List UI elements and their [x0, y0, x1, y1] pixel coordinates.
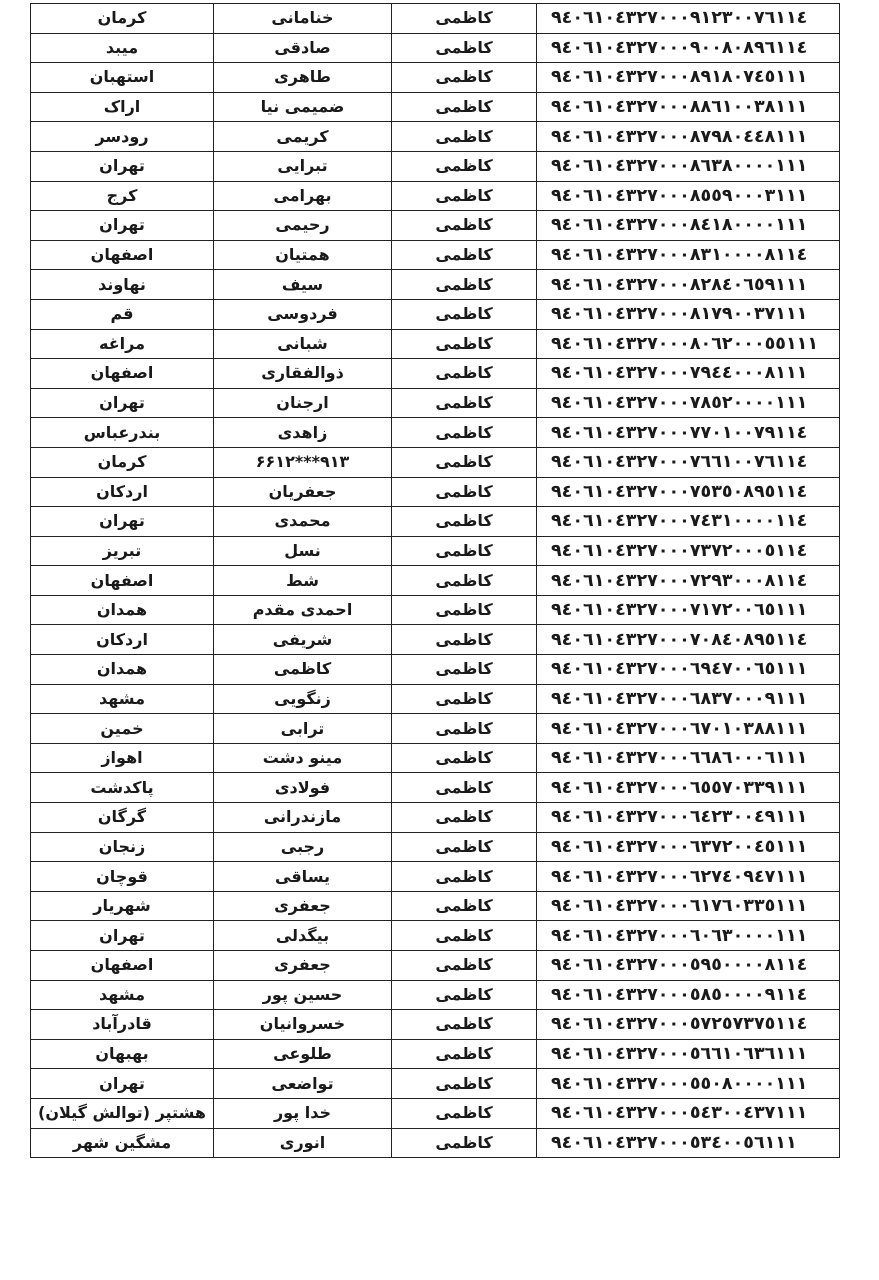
group-cell: کاظمی — [392, 832, 537, 862]
name-cell: طلوعی — [214, 1039, 392, 1069]
name-cell: کریمی — [214, 122, 392, 152]
city-cell: قوچان — [31, 862, 214, 892]
city-cell: اصفهان — [31, 240, 214, 270]
table-row — [31, 299, 840, 329]
name-cell: طاهری — [214, 63, 392, 93]
group-cell: کاظمی — [392, 1098, 537, 1128]
table-row — [31, 655, 840, 685]
city-cell: تهران — [31, 151, 214, 181]
group-cell: کاظمی — [392, 270, 537, 300]
city-cell: تهران — [31, 211, 214, 241]
city-cell: کرمان — [31, 447, 214, 477]
code-cell: ۹٤٠٦١٠٤٣٢٧٠٠٠٥٩٥٠٠٠٠٨١١٤ — [537, 951, 840, 981]
city-cell: تهران — [31, 921, 214, 951]
table-row — [31, 211, 840, 241]
group-cell: کاظمی — [392, 684, 537, 714]
code-cell: ۹٤٠٦١٠٤٣٢٧٠٠٠٧٨٥٢٠٠٠٠١١١ — [537, 388, 840, 418]
table-row — [31, 388, 840, 418]
records-table — [30, 3, 840, 1158]
name-cell: ارجنان — [214, 388, 392, 418]
city-cell: استهبان — [31, 63, 214, 93]
table-row — [31, 921, 840, 951]
name-cell: حسین پور — [214, 980, 392, 1010]
name-cell: نسل — [214, 536, 392, 566]
code-cell: ۹٤٠٦١٠٤٣٢٧٠٠٠٥٤٣٠٠٤٣٧١١١ — [537, 1098, 840, 1128]
city-cell: خمین — [31, 714, 214, 744]
name-cell: جعفری — [214, 891, 392, 921]
code-cell: ۹٤٠٦١٠٤٣٢٧٠٠٠٦٧٠١٠٣٨٨١١١ — [537, 714, 840, 744]
group-cell: کاظمی — [392, 507, 537, 537]
city-cell: تهران — [31, 507, 214, 537]
code-cell: ۹٤٠٦١٠٤٣٢٧٠٠٠٦٨٣٧٠٠٠٩١١١ — [537, 684, 840, 714]
table-row — [31, 270, 840, 300]
table-row — [31, 1069, 840, 1099]
city-cell: مراغه — [31, 329, 214, 359]
city-cell: مشهد — [31, 684, 214, 714]
name-cell: احمدی مقدم — [214, 595, 392, 625]
city-cell: میبد — [31, 33, 214, 63]
table-row — [31, 359, 840, 389]
name-cell: تواضعی — [214, 1069, 392, 1099]
name-cell: شط — [214, 566, 392, 596]
code-cell: ۹٤٠٦١٠٤٣٢٧٠٠٠٨٣١٠٠٠٠٨١١٤ — [537, 240, 840, 270]
city-cell: اراک — [31, 92, 214, 122]
code-cell: ۹٤٠٦١٠٤٣٢٧٠٠٠٧٩٤٤٠٠٠٨١١١ — [537, 359, 840, 389]
code-cell: ۹٤٠٦١٠٤٣٢٧٠٠٠٨٢٨٤٠٦٥٩١١١ — [537, 270, 840, 300]
name-cell: زنگویی — [214, 684, 392, 714]
group-cell: کاظمی — [392, 566, 537, 596]
table-row — [31, 980, 840, 1010]
code-cell: ۹٤٠٦١٠٤٣٢٧٠٠٠٦٠٦٣٠٠٠٠١١١ — [537, 921, 840, 951]
group-cell: کاظمی — [392, 4, 537, 34]
table-row — [31, 151, 840, 181]
group-cell: کاظمی — [392, 980, 537, 1010]
name-cell: بهرامی — [214, 181, 392, 211]
group-cell: کاظمی — [392, 418, 537, 448]
code-cell: ۹٤٠٦١٠٤٣٢٧٠٠٠٥٣٤٠٠٥٦١١١ — [537, 1128, 840, 1158]
city-cell: تبریز — [31, 536, 214, 566]
table-row — [31, 1010, 840, 1040]
table-row — [31, 714, 840, 744]
group-cell: کاظمی — [392, 92, 537, 122]
group-cell: کاظمی — [392, 536, 537, 566]
group-cell: کاظمی — [392, 122, 537, 152]
name-cell: بیگدلی — [214, 921, 392, 951]
table-row — [31, 891, 840, 921]
group-cell: کاظمی — [392, 951, 537, 981]
city-cell: اصفهان — [31, 566, 214, 596]
code-cell: ۹٤٠٦١٠٤٣٢٧٠٠٠٨٤١٨٠٠٠٠١١١ — [537, 211, 840, 241]
name-cell: انوری — [214, 1128, 392, 1158]
group-cell: کاظمی — [392, 743, 537, 773]
group-cell: کاظمی — [392, 211, 537, 241]
city-cell: همدان — [31, 595, 214, 625]
table-row — [31, 122, 840, 152]
group-cell: کاظمی — [392, 447, 537, 477]
name-cell: فردوسی — [214, 299, 392, 329]
city-cell: تهران — [31, 388, 214, 418]
table-row — [31, 1128, 840, 1158]
city-cell: قادرآباد — [31, 1010, 214, 1040]
code-cell: ۹٤٠٦١٠٤٣٢٧٠٠٠٥٨٥٠٠٠٠٩١١٤ — [537, 980, 840, 1010]
code-cell: ۹٤٠٦١٠٤٣٢٧٠٠٠٨٧٩٨٠٤٤٨١١١ — [537, 122, 840, 152]
table-row — [31, 1098, 840, 1128]
table-row — [31, 951, 840, 981]
group-cell: کاظمی — [392, 1039, 537, 1069]
name-cell: محمدی — [214, 507, 392, 537]
name-cell: یساقی — [214, 862, 392, 892]
city-cell: مشهد — [31, 980, 214, 1010]
city-cell: هشتپر (توالش گیلان) — [31, 1098, 214, 1128]
table-row — [31, 536, 840, 566]
code-cell: ۹٤٠٦١٠٤٣٢٧٠٠٠٦٣٧٢٠٠٤٥١١١ — [537, 832, 840, 862]
table-row — [31, 329, 840, 359]
group-cell: کاظمی — [392, 477, 537, 507]
city-cell: شهریار — [31, 891, 214, 921]
city-cell: قم — [31, 299, 214, 329]
group-cell: کاظمی — [392, 329, 537, 359]
table-row — [31, 625, 840, 655]
code-cell: ۹٤٠٦١٠٤٣٢٧٠٠٠٨٦٣٨٠٠٠٠١١١ — [537, 151, 840, 181]
group-cell: کاظمی — [392, 299, 537, 329]
code-cell: ۹٤٠٦١٠٤٣٢٧٠٠٠٨٩١٨٠٧٤٥١١١ — [537, 63, 840, 93]
code-cell: ۹٤٠٦١٠٤٣٢٧٠٠٠٥٧٢٥٧٣٧٥١١٤ — [537, 1010, 840, 1040]
name-cell: کاظمی — [214, 655, 392, 685]
table-row — [31, 418, 840, 448]
group-cell: کاظمی — [392, 655, 537, 685]
code-cell: ۹٤٠٦١٠٤٣٢٧٠٠٠٧١٧٢٠٠٦٥١١١ — [537, 595, 840, 625]
table-row — [31, 595, 840, 625]
name-cell: خنامانی — [214, 4, 392, 34]
code-cell: ۹٤٠٦١٠٤٣٢٧٠٠٠٧٧٠١٠٠٧٩١١٤ — [537, 418, 840, 448]
city-cell: بندرعباس — [31, 418, 214, 448]
city-cell: همدان — [31, 655, 214, 685]
name-cell: خسروانیان — [214, 1010, 392, 1040]
city-cell: کرمان — [31, 4, 214, 34]
table-row — [31, 862, 840, 892]
group-cell: کاظمی — [392, 625, 537, 655]
table-row — [31, 743, 840, 773]
table-row — [31, 566, 840, 596]
code-cell: ۹٤٠٦١٠٤٣٢٧٠٠٠٨٨٦١٠٠٣٨١١١ — [537, 92, 840, 122]
group-cell: کاظمی — [392, 1010, 537, 1040]
code-cell: ۹٤٠٦١٠٤٣٢٧٠٠٠٨٠٦٢٠٠٠٥٥١١١ — [537, 329, 840, 359]
name-cell: زاهدی — [214, 418, 392, 448]
city-cell: پاکدشت — [31, 773, 214, 803]
code-cell: ۹٤٠٦١٠٤٣٢٧٠٠٠٦٩٤٧٠٠٦٥١١١ — [537, 655, 840, 685]
code-cell: ۹٤٠٦١٠٤٣٢٧٠٠٠٦٥٥٧٠٣٣٩١١١ — [537, 773, 840, 803]
name-cell: مازندرانی — [214, 803, 392, 833]
city-cell: اهواز — [31, 743, 214, 773]
name-cell: شریفی — [214, 625, 392, 655]
table-row — [31, 832, 840, 862]
table-row — [31, 477, 840, 507]
code-cell: ۹٤٠٦١٠٤٣٢٧٠٠٠٥٦٦١٠٦٣٦١١١ — [537, 1039, 840, 1069]
table-row — [31, 773, 840, 803]
name-cell: جعفریان — [214, 477, 392, 507]
name-cell: جعفری — [214, 951, 392, 981]
name-cell: خدا پور — [214, 1098, 392, 1128]
group-cell: کاظمی — [392, 151, 537, 181]
table-row — [31, 4, 840, 34]
city-cell: اردکان — [31, 477, 214, 507]
code-cell: ۹٤٠٦١٠٤٣٢٧٠٠٠٧٠٨٤٠٨٩٥١١٤ — [537, 625, 840, 655]
name-cell: تبرایی — [214, 151, 392, 181]
table-row — [31, 33, 840, 63]
name-cell: سیف — [214, 270, 392, 300]
code-cell: ۹٤٠٦١٠٤٣٢٧٠٠٠٧٤٣١٠٠٠٠١١٤ — [537, 507, 840, 537]
code-cell: ۹٤٠٦١٠٤٣٢٧٠٠٠٧٦٦١٠٠٧٦١١٤ — [537, 447, 840, 477]
name-cell: ترابی — [214, 714, 392, 744]
group-cell: کاظمی — [392, 388, 537, 418]
code-cell: ۹٤٠٦١٠٤٣٢٧٠٠٠٥٥٠٨٠٠٠٠١١١ — [537, 1069, 840, 1099]
code-cell: ۹٤٠٦١٠٤٣٢٧٠٠٠٩١٢٣٠٠٧٦١١٤ — [537, 4, 840, 34]
group-cell: کاظمی — [392, 773, 537, 803]
name-cell: صادقی — [214, 33, 392, 63]
name-cell: همتیان — [214, 240, 392, 270]
group-cell: کاظمی — [392, 181, 537, 211]
group-cell: کاظمی — [392, 1128, 537, 1158]
city-cell: اصفهان — [31, 951, 214, 981]
city-cell: نهاوند — [31, 270, 214, 300]
group-cell: کاظمی — [392, 33, 537, 63]
city-cell: کرج — [31, 181, 214, 211]
name-cell: ۹۱۳***۶۶۱۲ — [214, 447, 392, 477]
name-cell: فولادی — [214, 773, 392, 803]
code-cell: ۹٤٠٦١٠٤٣٢٧٠٠٠٦٢٧٤٠٩٤٧١١١ — [537, 862, 840, 892]
city-cell: زنجان — [31, 832, 214, 862]
code-cell: ۹٤٠٦١٠٤٣٢٧٠٠٠٦٤٢٣٠٠٤٩١١١ — [537, 803, 840, 833]
code-cell: ۹٤٠٦١٠٤٣٢٧٠٠٠٧٥٣٥٠٨٩٥١١٤ — [537, 477, 840, 507]
code-cell: ۹٤٠٦١٠٤٣٢٧٠٠٠٦٦٨٦٠٠٠٦١١١ — [537, 743, 840, 773]
name-cell: رجبی — [214, 832, 392, 862]
group-cell: کاظمی — [392, 862, 537, 892]
group-cell: کاظمی — [392, 921, 537, 951]
table-row — [31, 1039, 840, 1069]
group-cell: کاظمی — [392, 595, 537, 625]
code-cell: ۹٤٠٦١٠٤٣٢٧٠٠٠٧٣٧٢٠٠٠٥١١٤ — [537, 536, 840, 566]
table-row — [31, 803, 840, 833]
name-cell: ضمیمی نیا — [214, 92, 392, 122]
group-cell: کاظمی — [392, 359, 537, 389]
city-cell: تهران — [31, 1069, 214, 1099]
table-row — [31, 181, 840, 211]
group-cell: کاظمی — [392, 1069, 537, 1099]
city-cell: اصفهان — [31, 359, 214, 389]
group-cell: کاظمی — [392, 63, 537, 93]
table-row — [31, 684, 840, 714]
code-cell: ۹٤٠٦١٠٤٣٢٧٠٠٠٨١٧٩٠٠٣٧١١١ — [537, 299, 840, 329]
group-cell: کاظمی — [392, 803, 537, 833]
name-cell: رحیمی — [214, 211, 392, 241]
city-cell: رودسر — [31, 122, 214, 152]
code-cell: ۹٤٠٦١٠٤٣٢٧٠٠٠٧٢٩٣٠٠٠٨١١٤ — [537, 566, 840, 596]
table-row — [31, 507, 840, 537]
table-row — [31, 63, 840, 93]
city-cell: اردکان — [31, 625, 214, 655]
city-cell: گرگان — [31, 803, 214, 833]
city-cell: مشگین شهر — [31, 1128, 214, 1158]
city-cell: بهبهان — [31, 1039, 214, 1069]
group-cell: کاظمی — [392, 240, 537, 270]
code-cell: ۹٤٠٦١٠٤٣٢٧٠٠٠٦١٧٦٠٣٣٥١١١ — [537, 891, 840, 921]
group-cell: کاظمی — [392, 891, 537, 921]
group-cell: کاظمی — [392, 714, 537, 744]
table-row — [31, 447, 840, 477]
code-cell: ۹٤٠٦١٠٤٣٢٧٠٠٠٨٥٥٩٠٠٠٣١١١ — [537, 181, 840, 211]
code-cell: ۹٤٠٦١٠٤٣٢٧٠٠٠٩٠٠٨٠٨٩٦١١٤ — [537, 33, 840, 63]
name-cell: مینو دشت — [214, 743, 392, 773]
records-table-body — [31, 4, 840, 1158]
name-cell: شبانی — [214, 329, 392, 359]
table-row — [31, 92, 840, 122]
table-row — [31, 240, 840, 270]
name-cell: ذوالفقاری — [214, 359, 392, 389]
